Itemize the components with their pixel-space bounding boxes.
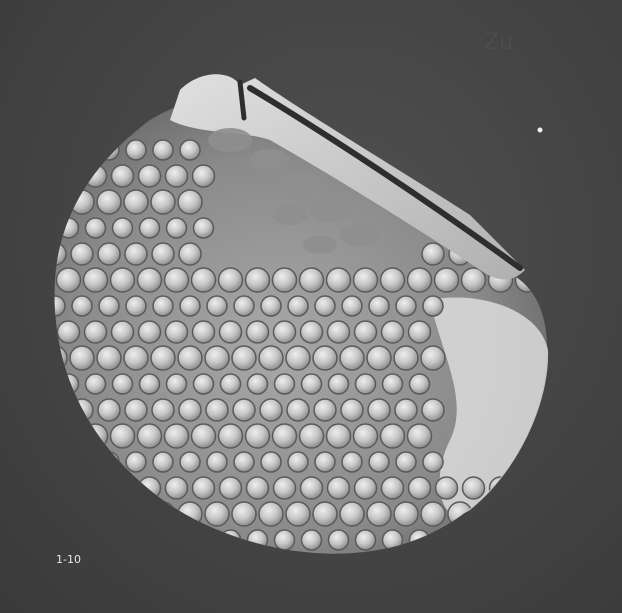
granule [179, 399, 201, 421]
granule [301, 321, 323, 343]
granule [490, 165, 512, 187]
granule [328, 477, 350, 499]
granule [152, 243, 174, 265]
granule [423, 296, 443, 316]
granule [111, 424, 135, 448]
granule [572, 218, 592, 238]
granule [518, 530, 538, 550]
granule [260, 555, 282, 577]
granule [356, 374, 376, 394]
granule [72, 296, 92, 316]
granule [395, 555, 417, 577]
granule [219, 268, 243, 292]
granule [59, 218, 79, 238]
granule [369, 452, 389, 472]
granule [221, 374, 241, 394]
granule [394, 346, 418, 370]
granule [234, 296, 254, 316]
granule [502, 190, 526, 214]
granule [44, 243, 66, 265]
granule [112, 477, 134, 499]
granule [70, 502, 94, 526]
granule [43, 190, 67, 214]
granule [139, 477, 161, 499]
granule [70, 346, 94, 370]
granule [517, 477, 539, 499]
granule [261, 452, 281, 472]
granule [449, 555, 471, 577]
granule [504, 140, 524, 160]
granule [354, 424, 378, 448]
granule [273, 580, 297, 604]
granule [86, 530, 106, 550]
granule [246, 580, 270, 604]
granule [179, 555, 201, 577]
granule [300, 424, 324, 448]
granule [354, 268, 378, 292]
granule [113, 218, 133, 238]
granule [275, 374, 295, 394]
ghost-label: Zu [484, 30, 514, 55]
granule [464, 530, 484, 550]
granule [192, 580, 216, 604]
granule [111, 268, 135, 292]
granule [423, 140, 443, 160]
granule [421, 502, 445, 526]
granule [328, 321, 350, 343]
granule [301, 477, 323, 499]
granule [140, 374, 160, 394]
granule [408, 580, 432, 604]
granule [57, 424, 81, 448]
granule [125, 555, 147, 577]
granule [491, 530, 511, 550]
granule [355, 477, 377, 499]
granule [341, 555, 363, 577]
granule [193, 165, 215, 187]
granule [491, 218, 511, 238]
granule [545, 218, 565, 238]
granule [462, 268, 486, 292]
granule [396, 452, 416, 472]
granule [98, 399, 120, 421]
scale-label: 1-10 [56, 553, 81, 566]
granule [153, 296, 173, 316]
granule [84, 580, 108, 604]
granule [72, 140, 92, 160]
granule [71, 243, 93, 265]
granule [342, 296, 362, 316]
granule [342, 452, 362, 472]
granule [165, 580, 189, 604]
granule [70, 190, 94, 214]
granule [97, 346, 121, 370]
granule [97, 502, 121, 526]
granule [356, 530, 376, 550]
granule [234, 452, 254, 472]
granule [194, 530, 214, 550]
granule [125, 399, 147, 421]
granule [153, 452, 173, 472]
granule [423, 452, 443, 472]
granule [152, 555, 174, 577]
granule [98, 243, 120, 265]
granule [84, 424, 108, 448]
granule [233, 399, 255, 421]
granule [259, 502, 283, 526]
granule [341, 399, 363, 421]
granule [140, 530, 160, 550]
granule [58, 165, 80, 187]
granule [571, 165, 593, 187]
granule [180, 452, 200, 472]
granule [126, 140, 146, 160]
granule [165, 424, 189, 448]
granule [72, 452, 92, 472]
granule [422, 555, 444, 577]
granule [192, 424, 216, 448]
granule [85, 165, 107, 187]
granule [558, 140, 578, 160]
granule [45, 296, 65, 316]
granule [395, 399, 417, 421]
granule [167, 218, 187, 238]
granule [219, 580, 243, 604]
granule [463, 477, 485, 499]
granule [354, 580, 378, 604]
granule [288, 296, 308, 316]
granule [152, 399, 174, 421]
granule [409, 321, 431, 343]
granule [139, 321, 161, 343]
granule [302, 530, 322, 550]
granule [112, 321, 134, 343]
granule [489, 580, 513, 604]
granule [408, 268, 432, 292]
granule [287, 399, 309, 421]
granule [232, 502, 256, 526]
granule [313, 346, 337, 370]
granule [368, 555, 390, 577]
granule [544, 477, 566, 499]
granule [383, 374, 403, 394]
granule [570, 580, 594, 604]
granule [300, 580, 324, 604]
granule [544, 165, 566, 187]
granule [367, 346, 391, 370]
granule [261, 296, 281, 316]
granule [543, 268, 567, 292]
granule [178, 502, 202, 526]
granule [84, 268, 108, 292]
granule [382, 321, 404, 343]
granule [422, 243, 444, 265]
granule [260, 399, 282, 421]
granule [180, 140, 200, 160]
granule [557, 243, 579, 265]
granule [124, 190, 148, 214]
granule [529, 502, 553, 526]
granule [381, 580, 405, 604]
granule [111, 580, 135, 604]
granule [274, 321, 296, 343]
granule [248, 530, 268, 550]
granule [329, 530, 349, 550]
granule [151, 346, 175, 370]
granule [166, 477, 188, 499]
granule [259, 346, 283, 370]
granule [448, 502, 472, 526]
granule [545, 530, 565, 550]
granule [531, 140, 551, 160]
granule [450, 140, 470, 160]
granule [476, 555, 498, 577]
granule [410, 530, 430, 550]
granule [45, 140, 65, 160]
granule [383, 530, 403, 550]
granule [396, 296, 416, 316]
granule [315, 452, 335, 472]
granule [71, 399, 93, 421]
granule [314, 555, 336, 577]
granule [286, 346, 310, 370]
granule [286, 502, 310, 526]
granule [529, 190, 553, 214]
granule [98, 555, 120, 577]
granule [572, 530, 592, 550]
granule [99, 296, 119, 316]
granule [556, 190, 580, 214]
granule [140, 218, 160, 238]
granule [287, 555, 309, 577]
granule [153, 140, 173, 160]
granule [138, 424, 162, 448]
granule [165, 268, 189, 292]
granule [273, 268, 297, 292]
granule [125, 243, 147, 265]
granule [178, 346, 202, 370]
granule [410, 374, 430, 394]
granule [368, 399, 390, 421]
granule [248, 374, 268, 394]
granule [151, 502, 175, 526]
granule [394, 502, 418, 526]
granule [327, 268, 351, 292]
granule [220, 477, 242, 499]
granule [166, 165, 188, 187]
granule [571, 477, 593, 499]
granule [437, 530, 457, 550]
granule [247, 477, 269, 499]
granule [113, 530, 133, 550]
granule [192, 268, 216, 292]
granule [112, 165, 134, 187]
granule [124, 346, 148, 370]
granule [327, 424, 351, 448]
granule [475, 502, 499, 526]
granule [518, 218, 538, 238]
granule [43, 346, 67, 370]
granule [178, 190, 202, 214]
granule [99, 140, 119, 160]
granule [59, 374, 79, 394]
granule [274, 477, 296, 499]
granule [340, 346, 364, 370]
granule [193, 477, 215, 499]
granule [45, 452, 65, 472]
granule [151, 190, 175, 214]
granule [43, 502, 67, 526]
granule [167, 530, 187, 550]
granule [367, 502, 391, 526]
granule [516, 580, 540, 604]
granule [126, 296, 146, 316]
granule [435, 268, 459, 292]
granule [556, 502, 580, 526]
granule [57, 268, 81, 292]
granule [58, 477, 80, 499]
granule [58, 321, 80, 343]
granule [570, 268, 594, 292]
granule [530, 555, 552, 577]
granule [502, 502, 526, 526]
granule [167, 374, 187, 394]
granule [340, 502, 364, 526]
granule [233, 555, 255, 577]
granule [327, 580, 351, 604]
granule [139, 165, 161, 187]
granule [435, 580, 459, 604]
granule [409, 477, 431, 499]
granule [530, 243, 552, 265]
granule [86, 374, 106, 394]
granule [206, 555, 228, 577]
granule [126, 452, 146, 472]
granule [99, 452, 119, 472]
granule [275, 530, 295, 550]
granule [408, 424, 432, 448]
granule [503, 555, 525, 577]
granule [86, 218, 106, 238]
granule [194, 374, 214, 394]
granule [193, 321, 215, 343]
granule [246, 424, 270, 448]
granule [166, 321, 188, 343]
granule [381, 424, 405, 448]
granule [59, 530, 79, 550]
granule [205, 502, 229, 526]
granule [381, 268, 405, 292]
granule [57, 580, 81, 604]
granule [422, 399, 444, 421]
granule [246, 268, 270, 292]
granule [207, 452, 227, 472]
granule [421, 346, 445, 370]
granule [85, 477, 107, 499]
granule [206, 399, 228, 421]
granule [288, 452, 308, 472]
granule [300, 268, 324, 292]
granule [436, 165, 458, 187]
granule [382, 477, 404, 499]
granule [247, 321, 269, 343]
granule [124, 502, 148, 526]
granule [207, 296, 227, 316]
granule [221, 530, 241, 550]
granule [369, 296, 389, 316]
granule [179, 243, 201, 265]
granule [543, 580, 567, 604]
granule [302, 374, 322, 394]
dust-speck [538, 128, 543, 133]
granule [517, 165, 539, 187]
granule [462, 580, 486, 604]
granule [44, 399, 66, 421]
granule [219, 424, 243, 448]
granule [314, 399, 336, 421]
granule [138, 268, 162, 292]
granule [329, 374, 349, 394]
granule [477, 140, 497, 160]
granule [180, 296, 200, 316]
granule [436, 477, 458, 499]
granule [273, 424, 297, 448]
granule [557, 555, 579, 577]
granule [355, 321, 377, 343]
granule [97, 190, 121, 214]
granule [475, 190, 499, 214]
granule [113, 374, 133, 394]
granule [85, 321, 107, 343]
granule [205, 346, 229, 370]
granule [220, 321, 242, 343]
granule [138, 580, 162, 604]
granule [194, 218, 214, 238]
granule [313, 502, 337, 526]
granule [463, 165, 485, 187]
granule [232, 346, 256, 370]
granule [315, 296, 335, 316]
